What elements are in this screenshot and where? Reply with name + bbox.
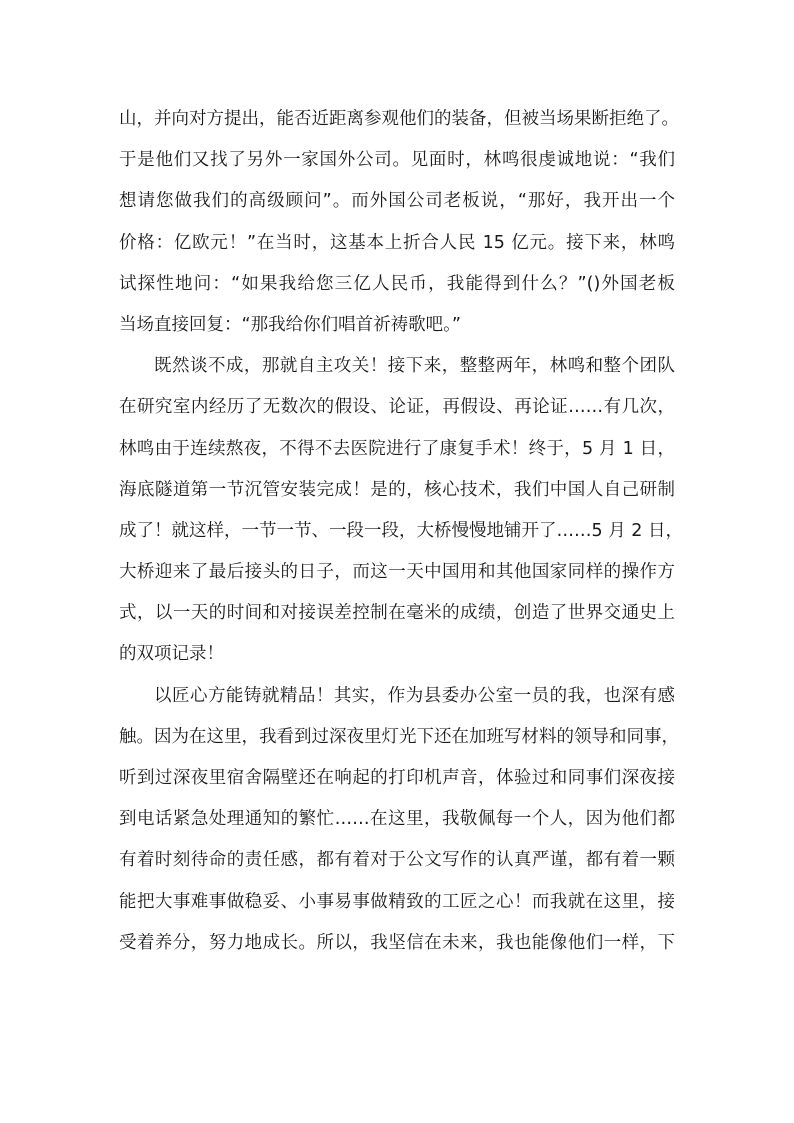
text-line: 的双项记录！ xyxy=(119,644,224,665)
text-line: 大桥迎来了最后接头的日子，而这一天中国用和其他国家同样的操作方 xyxy=(119,562,675,583)
text-line: 林鸣由于连续熬夜，不得不去医院进行了康复手术！终于，5 月 1 日， xyxy=(119,438,675,459)
text-line: 价格：亿欧元！”在当时，这基本上折合人民 15 亿元。接下来，林鸣 xyxy=(119,232,675,253)
text-line: 在研究室内经历了无数次的假设、论证，再假设、再论证……有几次， xyxy=(119,397,675,418)
text-line: 以匠心方能铸就精品！其实，作为县委办公室一员的我，也深有感 xyxy=(154,685,675,706)
text-line: 成了！就这样，一节一节、一段一段，大桥慢慢地铺开了……5 月 2 日， xyxy=(119,520,683,541)
text-line: 触。因为在这里，我看到过深夜里灯光下还在加班写材料的领导和同事， xyxy=(119,726,679,747)
text-line: 到电话紧急处理通知的繁忙……在这里，我敬佩每一个人，因为他们都 xyxy=(119,809,675,830)
text-line: 受着养分，努力地成长。所以，我坚信在未来，我也能像他们一样，下 xyxy=(119,932,675,953)
text-line: 式，以一天的时间和对接误差控制在毫米的成绩，创造了世界交通史上 xyxy=(119,603,675,624)
document-body xyxy=(119,100,683,965)
text-line: 于是他们又找了另外一家国外公司。见面时，林鸣很虔诚地说：“我们 xyxy=(119,150,675,171)
text-line: 当场直接回复：“那我给你们唱首祈祷歌吧。” xyxy=(119,314,461,335)
text-line: 试探性地问：“如果我给您三亿人民币，我能得到什么？”()外国老板 xyxy=(119,273,675,294)
text-line: 有着时刻待命的责任感，都有着对于公文写作的认真严谨，都有着一颗 xyxy=(119,850,675,871)
text-line: 山，并向对方提出，能否近距离参观他们的装备，但被当场果断拒绝了。 xyxy=(119,109,679,129)
text-line: 想请您做我们的高级顾问”。而外国公司老板说，“那好，我开出一个 xyxy=(119,191,675,212)
text-line: 既然谈不成，那就自主攻关！接下来，整整两年，林鸣和整个团队 xyxy=(154,356,675,377)
text-line: 能把大事难事做稳妥、小事易事做精致的工匠之心！而我就在这里，接 xyxy=(119,891,675,912)
text-line: 听到过深夜里宿舍隔壁还在响起的打印机声音，体验过和同事们深夜接 xyxy=(119,768,675,788)
text-line: 海底隧道第一节沉管安装完成！是的，核心技术，我们中国人自己研制 xyxy=(119,479,675,500)
